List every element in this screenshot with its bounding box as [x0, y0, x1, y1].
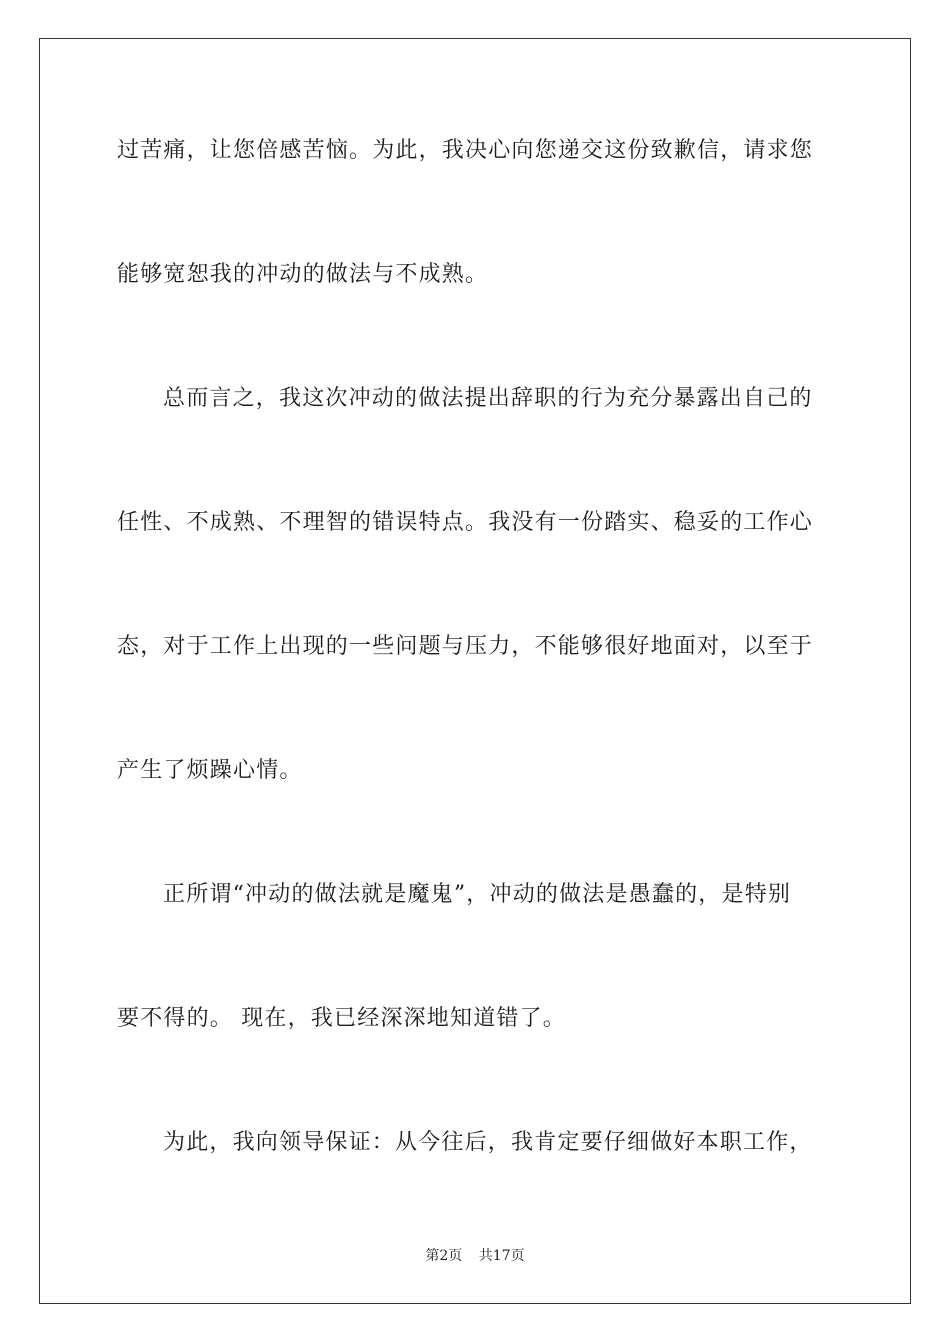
paragraph-start-line: 总而言之，我这次冲动的做法提出辞职的行为充分暴露出自己的	[163, 386, 813, 411]
total-pages: 共17页	[478, 1248, 525, 1264]
page-frame	[39, 38, 911, 1304]
page-number: 第2页	[425, 1248, 463, 1264]
text-line: 能够宽恕我的冲动的做法与不成熟。	[117, 262, 489, 287]
paragraph-start-line: 为此，我向领导保证：从今往后，我肯定要仔细做好本职工作，	[163, 1130, 813, 1155]
text-line: 要不得的。 现在，我已经深深地知道错了。	[117, 1006, 566, 1031]
text-line: 态，对于工作上出现的一些问题与压力，不能够很好地面对，以至于	[117, 634, 814, 659]
page-footer	[0, 1246, 950, 1266]
text-line: 任性、不成熟、不理智的错误特点。我没有一份踏实、稳妥的工作心	[117, 510, 814, 535]
text-line: 过苦痛，让您倍感苦恼。为此，我决心向您递交这份致歉信，请求您	[117, 138, 814, 163]
paragraph-start-line: 正所谓“冲动的做法就是魔鬼”，冲动的做法是愚蠢的，是特别	[163, 882, 792, 907]
text-line: 产生了烦躁心情。	[117, 758, 303, 783]
